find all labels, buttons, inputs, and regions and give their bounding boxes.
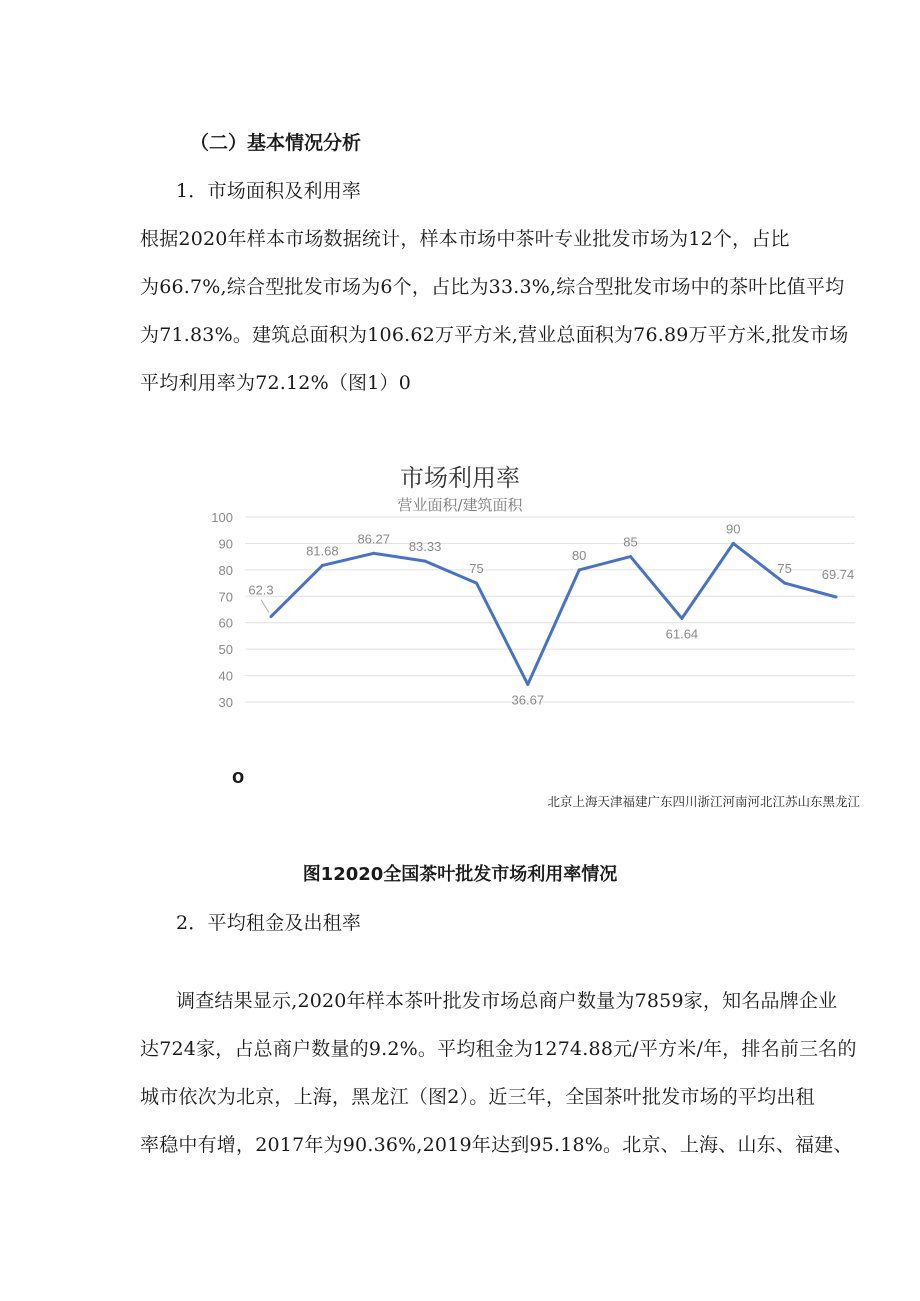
data-label: 86.27 — [357, 531, 391, 547]
data-point — [732, 542, 735, 545]
paragraph-1-line-3: 为71.83%。建筑总面积为106.62万平方米,营业总面积为76.89万平方米,批发市场 — [140, 324, 849, 346]
x-axis-category-labels: 北京上海天津福建广东四川浙江河南河北江苏山东黑龙江 — [547, 794, 860, 809]
data-label: 80 — [571, 547, 587, 563]
data-label: 81.68 — [306, 543, 339, 559]
data-label: 75 — [469, 561, 484, 577]
chart-title: 市场利用率 — [400, 464, 520, 492]
chart-subtitle: 营业面积/建筑面积 — [397, 496, 523, 514]
subsection-title-1: 1．市场面积及利用率 — [176, 180, 362, 202]
section-heading: （二）基本情况分析 — [190, 132, 362, 154]
data-point — [270, 615, 273, 618]
paragraph-2-line-3: 城市依次为北京，上海，黑龙江（图2）。近三年，全国茶叶批发市场的平均出租 — [140, 1086, 815, 1108]
y-tick-label: 100 — [211, 510, 233, 525]
data-point — [578, 568, 581, 571]
data-label: 61.64 — [665, 626, 699, 642]
stray-mark: o — [232, 766, 245, 788]
data-label: 75 — [777, 561, 792, 577]
y-tick-label: 90 — [218, 536, 233, 552]
y-tick-label: 50 — [218, 642, 233, 658]
data-label: 83.33 — [408, 539, 442, 555]
data-point — [680, 617, 683, 620]
data-point — [475, 582, 478, 585]
data-point — [629, 555, 632, 558]
data-label: 85 — [623, 534, 638, 550]
data-point — [526, 683, 529, 686]
paragraph-1-line-4: 平均利用率为72.12%（图1）0 — [140, 372, 412, 394]
y-tick-label: 30 — [218, 695, 233, 710]
data-label: 62.3 — [248, 582, 274, 598]
data-label: 69.74 — [821, 566, 855, 582]
paragraph-2-line-4: 率稳中有增，2017年为90.36%,2019年达到95.18%。北京、上海、山东、福建、 — [140, 1134, 853, 1156]
paragraph-2-line-1: 调查结果显示,2020年样本茶叶批发市场总商户数量为7859家，知名品牌企业 — [176, 990, 838, 1012]
paragraph-2-line-2: 达724家，占总商户数量的9.2%。平均租金为1274.88元/平方米/年，排名前三名的 — [140, 1038, 857, 1060]
paragraph-1-line-2: 为66.7%,综合型批发市场为6个，占比为33.3%,综合型批发市场中的茶叶比值平均 — [140, 276, 845, 298]
data-point — [783, 582, 786, 585]
data-point — [835, 595, 838, 598]
data-label: 90 — [726, 521, 741, 537]
subsection-title-2: 2．平均租金及出租率 — [176, 912, 362, 934]
series-line — [271, 543, 836, 684]
paragraph-1-line-1: 根据2020年样本市场数据统计，样本市场中茶叶专业批发市场为12个，占比 — [140, 228, 790, 250]
y-tick-label: 40 — [218, 668, 233, 684]
y-tick-label: 70 — [218, 589, 233, 605]
y-tick-label: 60 — [218, 615, 233, 631]
data-point — [321, 564, 324, 567]
y-tick-label: 80 — [218, 562, 233, 578]
data-point — [424, 560, 427, 563]
figure-caption: 图12020全国茶叶批发市场利用率情况 — [302, 864, 618, 885]
data-point — [372, 552, 375, 555]
label-leader-line — [261, 600, 269, 613]
data-label: 36.67 — [511, 692, 545, 708]
